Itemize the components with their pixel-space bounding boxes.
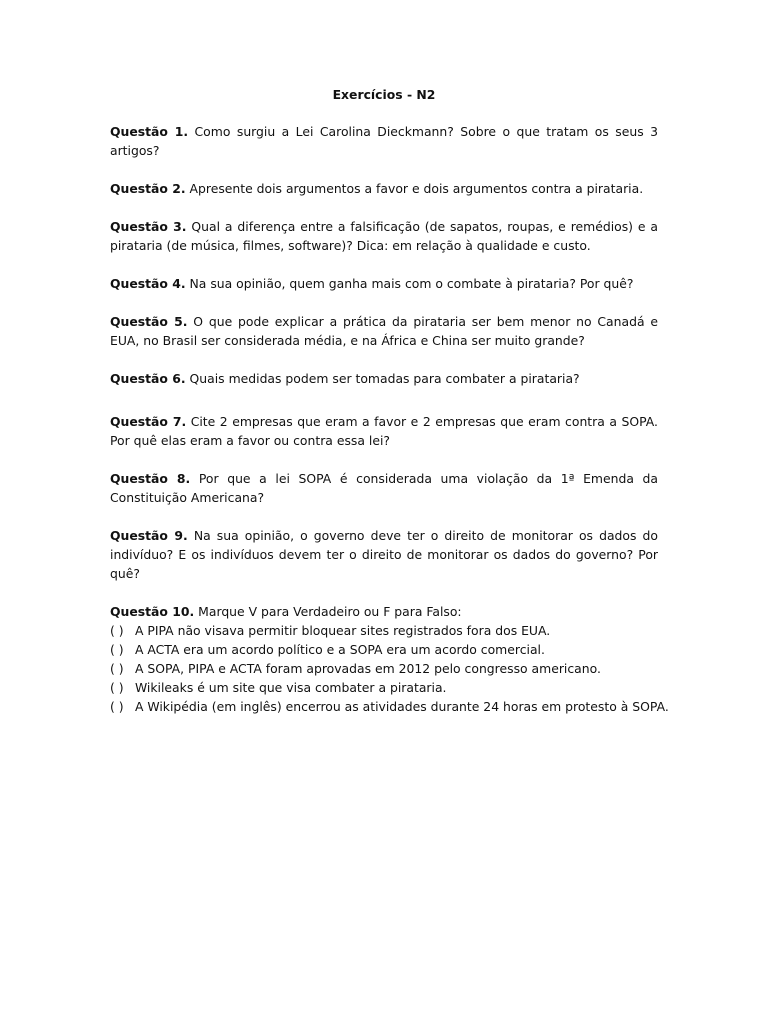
answer-box: ( ) (110, 642, 124, 657)
question-text: Qual a diferença entre a falsificação (de sapatos, roupas, e remédios) e a pirataria (de música, filmes, software)? Dica: em relação à qualidade e custo. (110, 219, 658, 253)
document-title: Exercícios - N2 (332, 87, 436, 102)
question-text: Marque V para Verdadeiro ou F para Falso: (198, 604, 462, 619)
question-7 (110, 412, 658, 450)
question-4 (110, 274, 658, 293)
question-5 (110, 312, 658, 350)
question-label: Questão 3. (110, 219, 187, 234)
question-text: Por que a lei SOPA é considerada uma violação da 1ª Emenda da Constituição Americana? (110, 471, 658, 505)
question-text: Na sua opinião, quem ganha mais com o combate à pirataria? Por quê? (189, 276, 634, 291)
question-label: Questão 2. (110, 181, 186, 196)
question-text: Na sua opinião, o governo deve ter o direito de monitorar os dados do indivíduo? E os indivíduos devem ter o direito de monitorar os dados do governo? Por quê? (110, 528, 658, 581)
answer-box: ( ) (110, 661, 124, 676)
question-label: Questão 9. (110, 528, 188, 543)
question-label: Questão 1. (110, 124, 189, 139)
question-text: O que pode explicar a prática da pirataria ser bem menor no Canadá e EUA, no Brasil ser considerada média, e na África e China ser muito grande? (110, 314, 658, 348)
true-false-list (110, 621, 669, 716)
question-3 (110, 217, 658, 255)
question-10 (110, 602, 669, 716)
statement-text: A Wikipédia (em inglês) encerrou as atividades durante 24 horas em protesto à SOPA. (134, 699, 669, 714)
question-label: Questão 8. (110, 471, 191, 486)
true-false-item (110, 659, 658, 678)
statement-text: A SOPA, PIPA e ACTA foram aprovadas em 2012 pelo congresso americano. (134, 661, 601, 676)
answer-box: ( ) (110, 699, 124, 714)
question-text: Apresente dois argumentos a favor e dois argumentos contra a pirataria. (189, 181, 644, 196)
question-text: Como surgiu a Lei Carolina Dieckmann? Sobre o que tratam os seus 3 artigos? (110, 124, 658, 158)
statement-text: A ACTA era um acordo político e a SOPA era um acordo comercial. (134, 642, 545, 657)
question-text: Quais medidas podem ser tomadas para combater a pirataria? (189, 371, 580, 386)
true-false-item (110, 621, 658, 640)
question-label: Questão 10. (110, 604, 195, 619)
question-text: Cite 2 empresas que eram a favor e 2 empresas que eram contra a SOPA. Por quê elas eram a favor ou contra essa lei? (110, 414, 658, 448)
true-false-item (110, 697, 669, 716)
statement-text: A PIPA não visava permitir bloquear sites registrados fora dos EUA. (134, 623, 551, 638)
true-false-item (110, 640, 658, 659)
statement-text: Wikileaks é um site que visa combater a pirataria. (134, 680, 447, 695)
question-label: Questão 5. (110, 314, 188, 329)
question-9 (110, 526, 658, 583)
question-1 (110, 122, 658, 160)
question-8 (110, 469, 658, 507)
question-6 (110, 369, 658, 388)
question-label: Questão 7. (110, 414, 187, 429)
question-label: Questão 4. (110, 276, 186, 291)
answer-box: ( ) (110, 623, 124, 638)
true-false-item (110, 678, 658, 697)
document-page (110, 85, 669, 716)
question-2 (110, 179, 658, 198)
question-label: Questão 6. (110, 371, 186, 386)
answer-box: ( ) (110, 680, 124, 695)
